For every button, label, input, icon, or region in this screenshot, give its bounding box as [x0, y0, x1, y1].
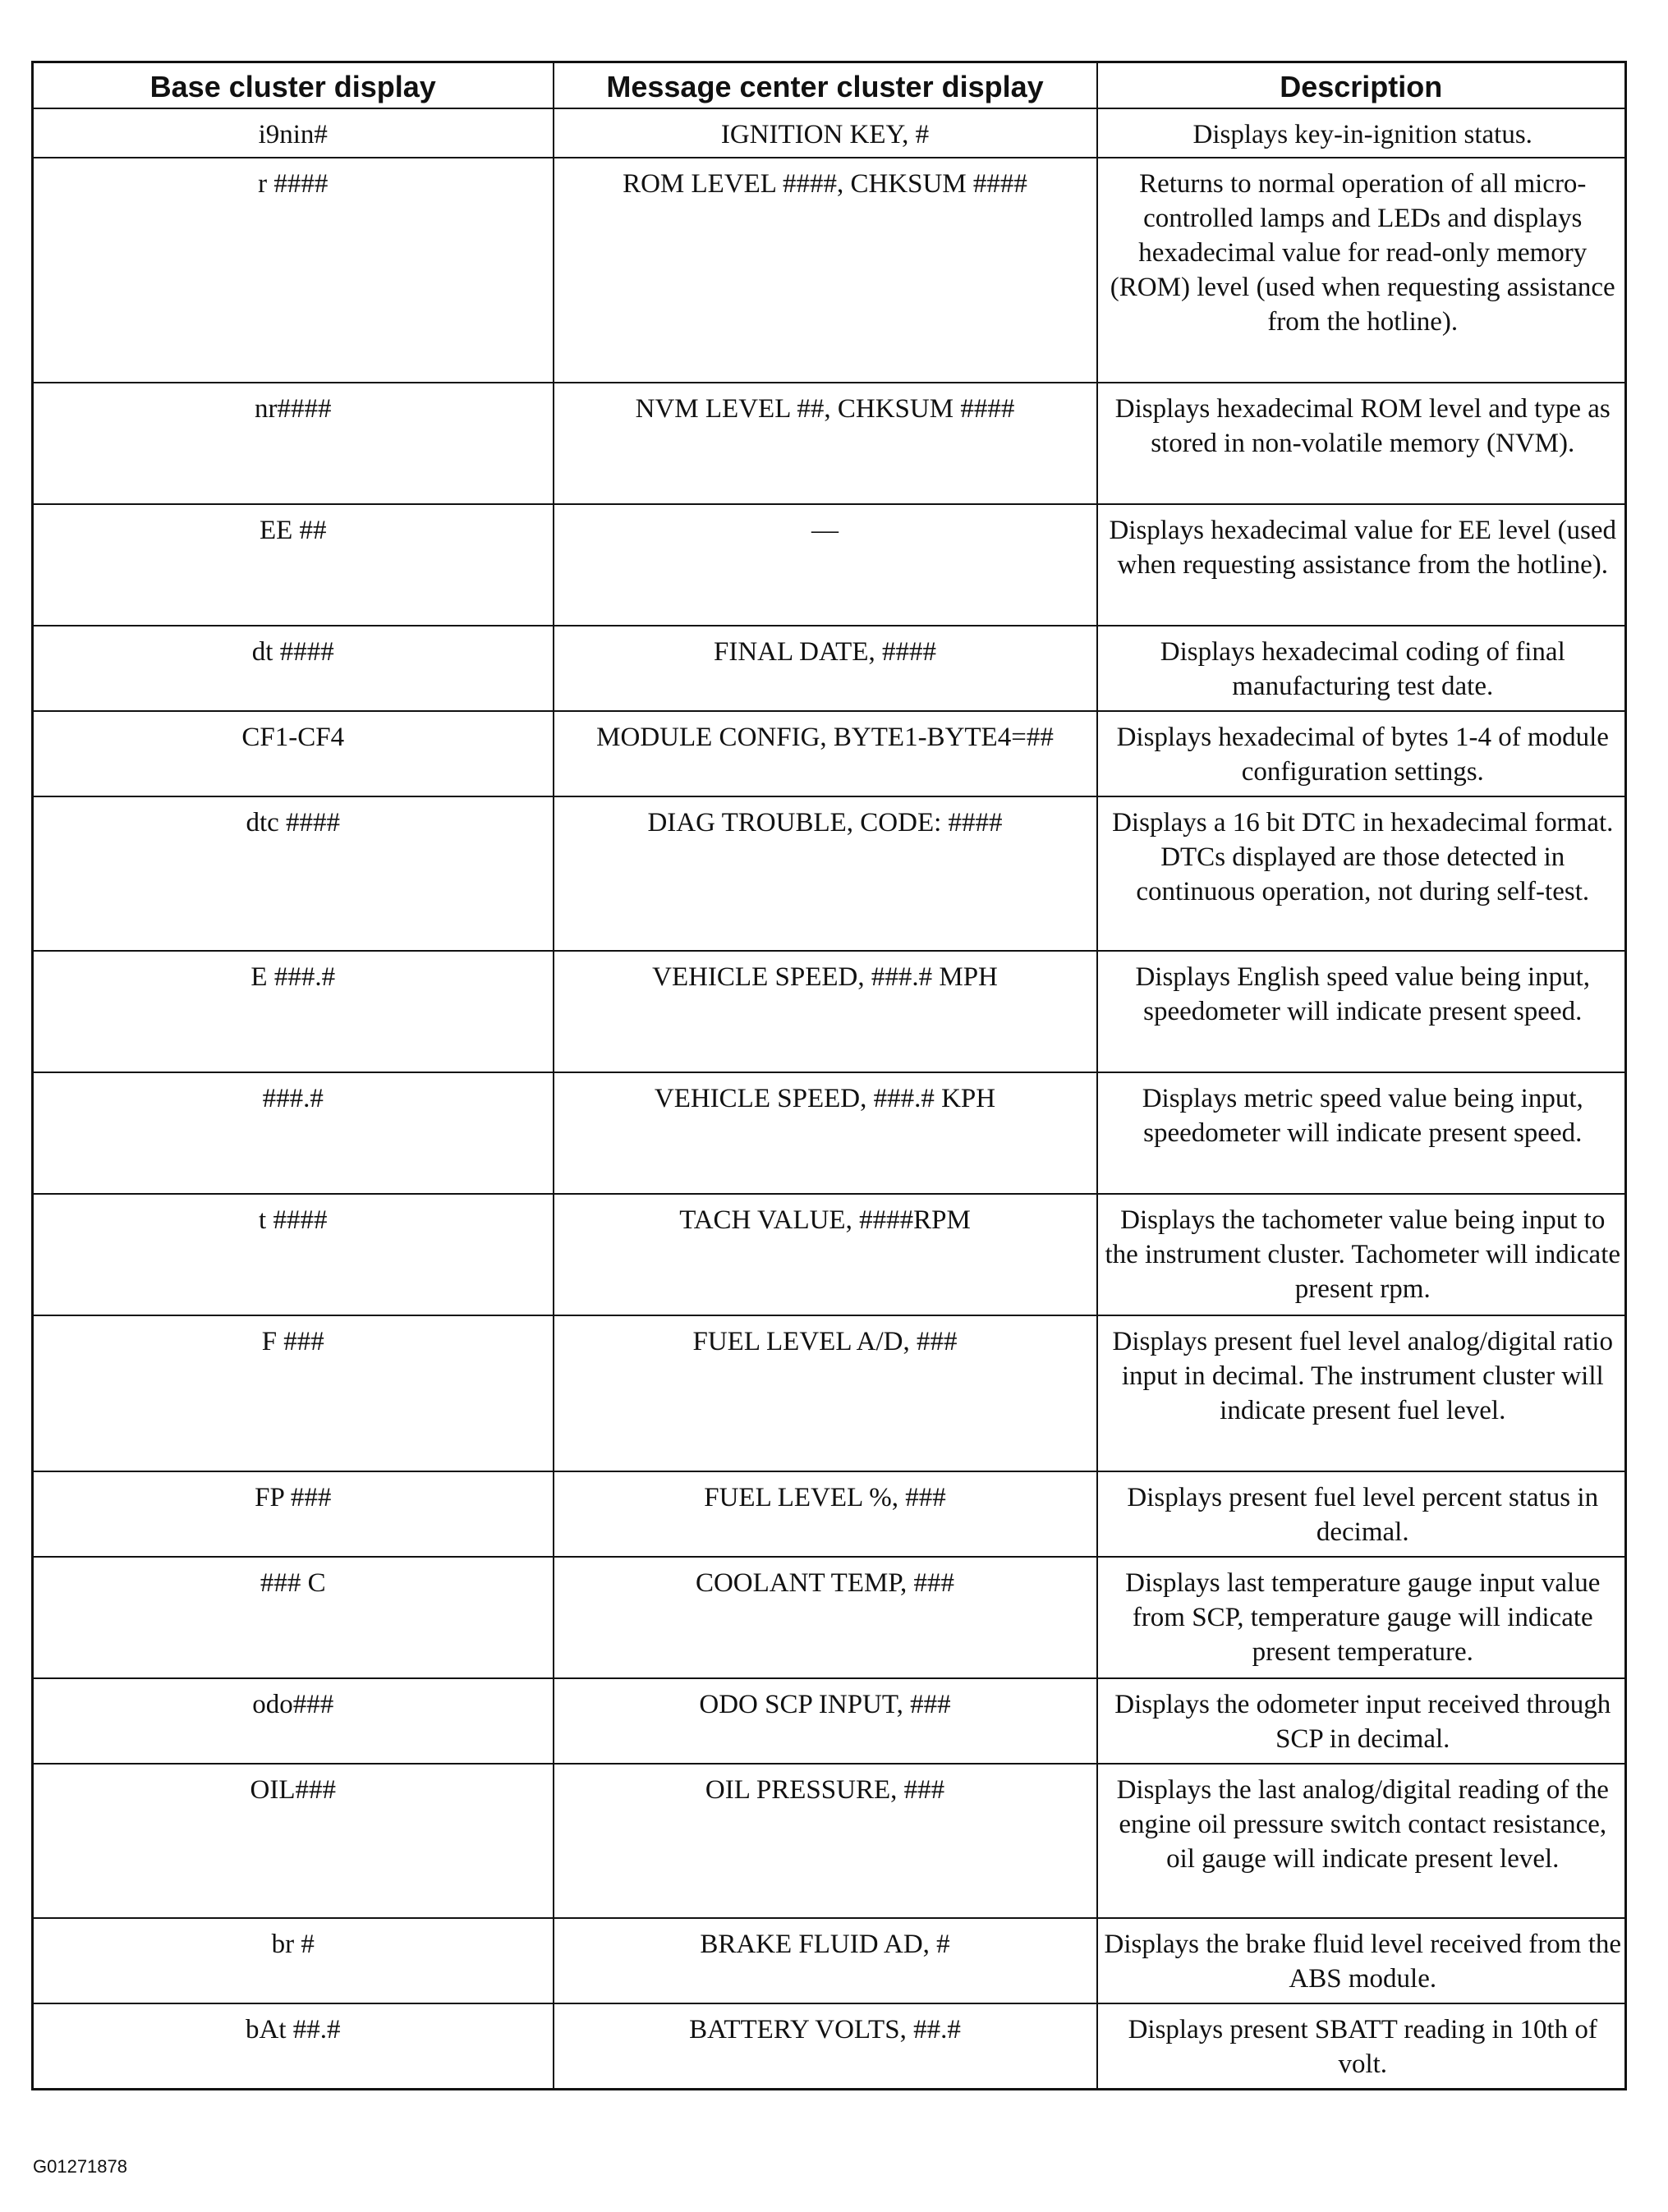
description-cell: Displays the brake fluid level received from the ABS module. — [1097, 1918, 1626, 2003]
table-row — [33, 1557, 1626, 1678]
base-cluster-cell: ###.# — [33, 1072, 554, 1194]
base-cluster-cell: r #### — [33, 158, 554, 383]
base-cluster-cell: br # — [33, 1918, 554, 2003]
message-center-cell: TACH VALUE, ####RPM — [554, 1194, 1097, 1315]
table-row — [33, 383, 1626, 504]
description-cell: Displays metric speed value being input, speedometer will indicate present speed. — [1097, 1072, 1626, 1194]
base-cluster-cell: t #### — [33, 1194, 554, 1315]
table-body — [33, 108, 1626, 2089]
table-row — [33, 626, 1626, 711]
base-cluster-cell: F ### — [33, 1315, 554, 1471]
message-center-cell: IGNITION KEY, # — [554, 108, 1097, 158]
base-cluster-cell: E ###.# — [33, 951, 554, 1072]
message-center-cell: OIL PRESSURE, ### — [554, 1764, 1097, 1918]
table-row — [33, 504, 1626, 626]
figure-id: G01271878 — [33, 2156, 127, 2177]
table-row — [33, 108, 1626, 158]
base-cluster-cell: FP ### — [33, 1471, 554, 1557]
table-row — [33, 1918, 1626, 2003]
message-center-cell: — — [554, 504, 1097, 626]
base-cluster-cell: nr#### — [33, 383, 554, 504]
message-center-cell: COOLANT TEMP, ### — [554, 1557, 1097, 1678]
base-cluster-cell: EE ## — [33, 504, 554, 626]
header-description: Description — [1097, 62, 1626, 109]
description-cell: Displays a 16 bit DTC in hexadecimal format. DTCs displayed are those detected in continuous operation, not during self-test. — [1097, 796, 1626, 951]
description-cell: Displays the tachometer value being input to the instrument cluster. Tachometer will indicate present rpm. — [1097, 1194, 1626, 1315]
table-row — [33, 2003, 1626, 2089]
message-center-cell: FUEL LEVEL %, ### — [554, 1471, 1097, 1557]
message-center-cell: MODULE CONFIG, BYTE1-BYTE4=## — [554, 711, 1097, 796]
base-cluster-cell: dt #### — [33, 626, 554, 711]
table-row — [33, 1194, 1626, 1315]
description-cell: Displays English speed value being input, speedometer will indicate present speed. — [1097, 951, 1626, 1072]
base-cluster-cell: odo### — [33, 1678, 554, 1764]
description-cell: Displays the odometer input received through SCP in decimal. — [1097, 1678, 1626, 1764]
message-center-cell: VEHICLE SPEED, ###.# MPH — [554, 951, 1097, 1072]
description-cell: Displays present SBATT reading in 10th of volt. — [1097, 2003, 1626, 2089]
message-center-cell: ODO SCP INPUT, ### — [554, 1678, 1097, 1764]
base-cluster-cell: CF1-CF4 — [33, 711, 554, 796]
description-cell: Displays last temperature gauge input value from SCP, temperature gauge will indicate present temperature. — [1097, 1557, 1626, 1678]
header-base-cluster-display: Base cluster display — [33, 62, 554, 109]
message-center-cell: DIAG TROUBLE, CODE: #### — [554, 796, 1097, 951]
base-cluster-cell: OIL### — [33, 1764, 554, 1918]
base-cluster-cell: dtc #### — [33, 796, 554, 951]
header-row — [33, 62, 1626, 109]
message-center-cell: BRAKE FLUID AD, # — [554, 1918, 1097, 2003]
base-cluster-cell: bAt ##.# — [33, 2003, 554, 2089]
message-center-cell: BATTERY VOLTS, ##.# — [554, 2003, 1097, 2089]
message-center-cell: FINAL DATE, #### — [554, 626, 1097, 711]
table-row — [33, 1678, 1626, 1764]
description-cell: Displays the last analog/digital reading of the engine oil pressure switch contact resistance, oil gauge will indicate present level. — [1097, 1764, 1626, 1918]
table-row — [33, 158, 1626, 383]
message-center-cell: NVM LEVEL ##, CHKSUM #### — [554, 383, 1097, 504]
table-row — [33, 1764, 1626, 1918]
table-row — [33, 1315, 1626, 1471]
description-cell: Displays hexadecimal coding of final manufacturing test date. — [1097, 626, 1626, 711]
header-message-center-display: Message center cluster display — [554, 62, 1097, 109]
description-cell: Displays key-in-ignition status. — [1097, 108, 1626, 158]
description-cell: Displays present fuel level percent status in decimal. — [1097, 1471, 1626, 1557]
description-cell: Displays hexadecimal of bytes 1-4 of module configuration settings. — [1097, 711, 1626, 796]
description-cell: Displays hexadecimal ROM level and type as stored in non-volatile memory (NVM). — [1097, 383, 1626, 504]
table-row — [33, 1072, 1626, 1194]
base-cluster-cell: i9nin# — [33, 108, 554, 158]
table-row — [33, 796, 1626, 951]
table-row — [33, 711, 1626, 796]
cluster-display-table — [31, 61, 1627, 2090]
description-cell: Returns to normal operation of all micro-controlled lamps and LEDs and displays hexadecimal value for read-only memory (ROM) level (used when requesting assistance from the hotline). — [1097, 158, 1626, 383]
message-center-cell: VEHICLE SPEED, ###.# KPH — [554, 1072, 1097, 1194]
base-cluster-cell: ### C — [33, 1557, 554, 1678]
message-center-cell: ROM LEVEL ####, CHKSUM #### — [554, 158, 1097, 383]
table-row — [33, 1471, 1626, 1557]
message-center-cell: FUEL LEVEL A/D, ### — [554, 1315, 1097, 1471]
description-cell: Displays present fuel level analog/digital ratio input in decimal. The instrument cluster will indicate present fuel level. — [1097, 1315, 1626, 1471]
table-row — [33, 951, 1626, 1072]
description-cell: Displays hexadecimal value for EE level (used when requesting assistance from the hotline). — [1097, 504, 1626, 626]
